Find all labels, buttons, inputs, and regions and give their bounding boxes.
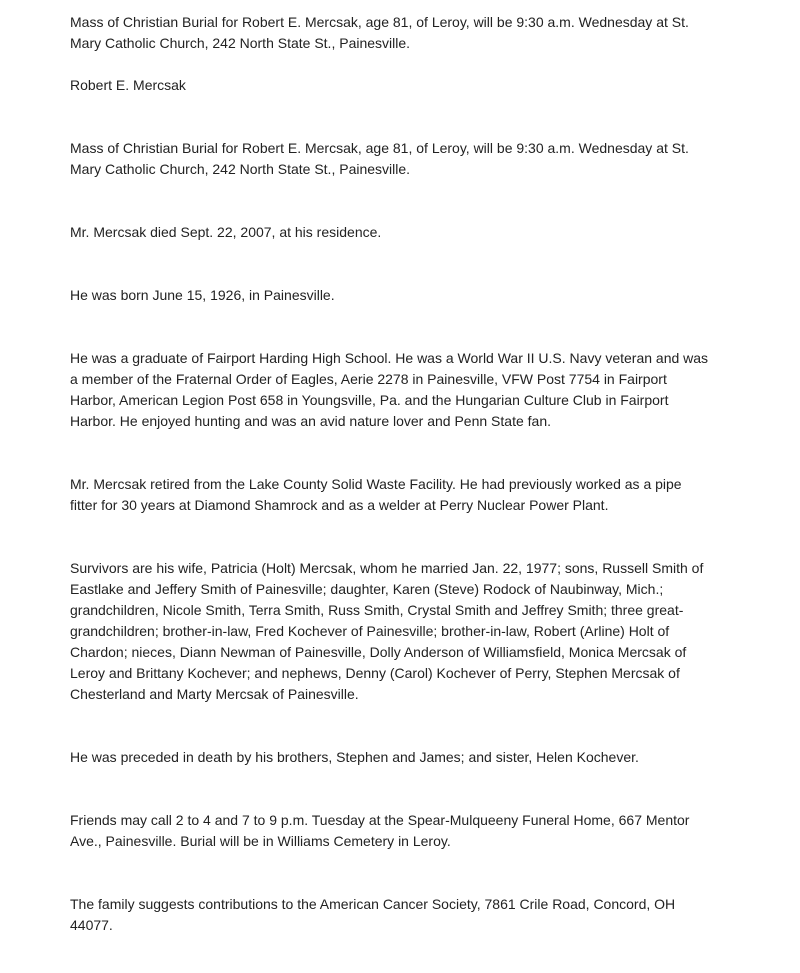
paragraph-biography: He was a graduate of Fairport Harding High School. He was a World War II U.S. Navy veteran and was a member of the Fraternal Order of Eagles, Aerie 2278 in Painesville, VFW Post 7754 in Fairport Harbor, American Legion Post 658 in Youngsville, Pa. and the Hungarian Culture Club in Fairport Harbor. He enjoyed hunting and was an avid nature lover and Penn State fan. bbox=[70, 350, 709, 429]
paragraph-service: Mass of Christian Burial for Robert E. Mercsak, age 81, of Leroy, will be 9:30 a.m. Wednesday at St. Mary Catholic Church, 242 North State St., Painesville. bbox=[70, 140, 689, 177]
paragraph-contributions: The family suggests contributions to the American Cancer Society, 7861 Crile Road, Concord, OH 44077. bbox=[70, 896, 676, 933]
lead-paragraph: Mass of Christian Burial for Robert E. Mercsak, age 81, of Leroy, will be 9:30 a.m. Wednesday at St. Mary Catholic Church, 242 North State St., Painesville. bbox=[70, 14, 689, 51]
paragraph-death: Mr. Mercsak died Sept. 22, 2007, at his residence. bbox=[70, 224, 382, 240]
obituary-name: Robert E. Mercsak bbox=[70, 77, 186, 93]
paragraph-career: Mr. Mercsak retired from the Lake County Solid Waste Facility. He had previously worked as a pipe fitter for 30 years at Diamond Shamrock and as a welder at Perry Nuclear Power Plant. bbox=[70, 476, 682, 513]
paragraph-survivors: Survivors are his wife, Patricia (Holt) Mercsak, whom he married Jan. 22, 1977; sons, Russell Smith of Eastlake and Jeffery Smith of Painesville; daughter, Karen (Steve) Rodock of Naubinway, Mich.; grandchildren, Nicole Smith, Terra Smith, Russ Smith, Crystal Smith and Jeffrey Smith; three great-grandchildren; brother-in-law, Fred Kochever of Painesville; brother-in-law, Robert (Arline) Holt of Chardon; nieces, Diann Newman of Painesville, Dolly Anderson of Williamsfield, Monica Mercsak of Leroy and Brittany Kochever; and nephews, Denny (Carol) Kochever of Perry, Stephen Mercsak of Chesterland and Marty Mercsak of Painesville. bbox=[70, 560, 704, 702]
paragraph-visitation: Friends may call 2 to 4 and 7 to 9 p.m. Tuesday at the Spear-Mulqueeny Funeral Home, 667 Mentor Ave., Painesville. Burial will be in Williams Cemetery in Leroy. bbox=[70, 812, 690, 849]
paragraph-birth: He was born June 15, 1926, in Painesville. bbox=[70, 287, 335, 303]
paragraph-preceded: He was preceded in death by his brothers, Stephen and James; and sister, Helen Kochever. bbox=[70, 749, 639, 765]
